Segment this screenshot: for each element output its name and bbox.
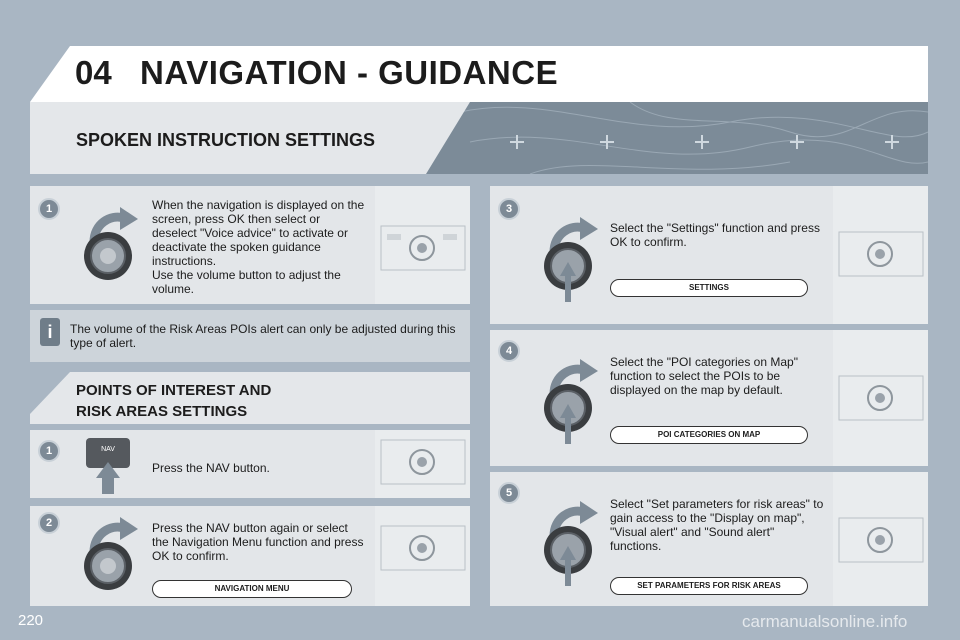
step-number: 5 [498,482,520,504]
info-icon: i [40,318,60,346]
watermark: carmanualsonline.info [742,612,908,631]
device-panel [833,186,928,324]
poi-section-title [76,380,271,422]
rotary-knob-icon [540,214,610,304]
step-text: Select "Set parameters for risk areas" to gain access to the "Display on map", "Visual alert" and "Sound alert" functions. [610,497,824,553]
radio-unit-icon [375,186,470,304]
radio-unit-icon [833,186,928,324]
step-text: Select the "Settings" function and press OK to confirm. [610,221,820,249]
radio-unit-icon [833,330,928,466]
rotary-knob-icon [540,498,610,588]
device-panel [375,186,470,304]
nav-button-label: NAV [101,446,115,453]
radio-unit-icon [375,430,470,498]
step-text: When the navigation is displayed on the screen, press OK then select or deselect "Voice advice" to activate or deactivate the spoken guidance instructions. Use the volume button to adjust the volume. [152,198,365,296]
device-panel [375,430,470,498]
radio-unit-icon [375,506,470,606]
rotary-knob-icon [540,356,610,446]
menu-pill-navigation-menu: NAVIGATION MENU [152,580,352,598]
step-number: 4 [498,340,520,362]
step-number: 2 [38,512,60,534]
info-text: The volume of the Risk Areas POIs alert can only be adjusted during this type of alert. [70,322,456,350]
section-title-spoken: SPOKEN INSTRUCTION SETTINGS [76,130,376,150]
menu-pill-settings: SETTINGS [610,279,808,297]
page-number: 220 [18,612,44,629]
step-number: 3 [498,198,520,220]
rotary-knob-icon [80,514,150,594]
menu-pill-poi-categories: POI CATEGORIES ON MAP [610,426,808,444]
radio-unit-icon [833,472,928,606]
step-text: Press the NAV button again or select the Navigation Menu function and press OK to confirm. [152,521,364,563]
step-number: 1 [38,198,60,220]
step-text: Press the NAV button. [152,461,270,475]
step-text: Select the "POI categories on Map" function to select the POIs to be displayed on the map by default. [610,355,798,397]
poi-title-line2: RISK AREAS SETTINGS [76,403,248,420]
rotary-knob-icon [80,204,150,284]
poi-title-line1: POINTS OF INTEREST AND [76,382,272,399]
page-title: NAVIGATION - GUIDANCE [140,54,559,91]
menu-pill-set-parameters: SET PARAMETERS FOR RISK AREAS [610,577,808,595]
chapter-number: 04 [75,54,112,91]
device-panel [833,472,928,606]
device-panel [833,330,928,466]
device-panel [375,506,470,606]
step-number: 1 [38,440,60,462]
